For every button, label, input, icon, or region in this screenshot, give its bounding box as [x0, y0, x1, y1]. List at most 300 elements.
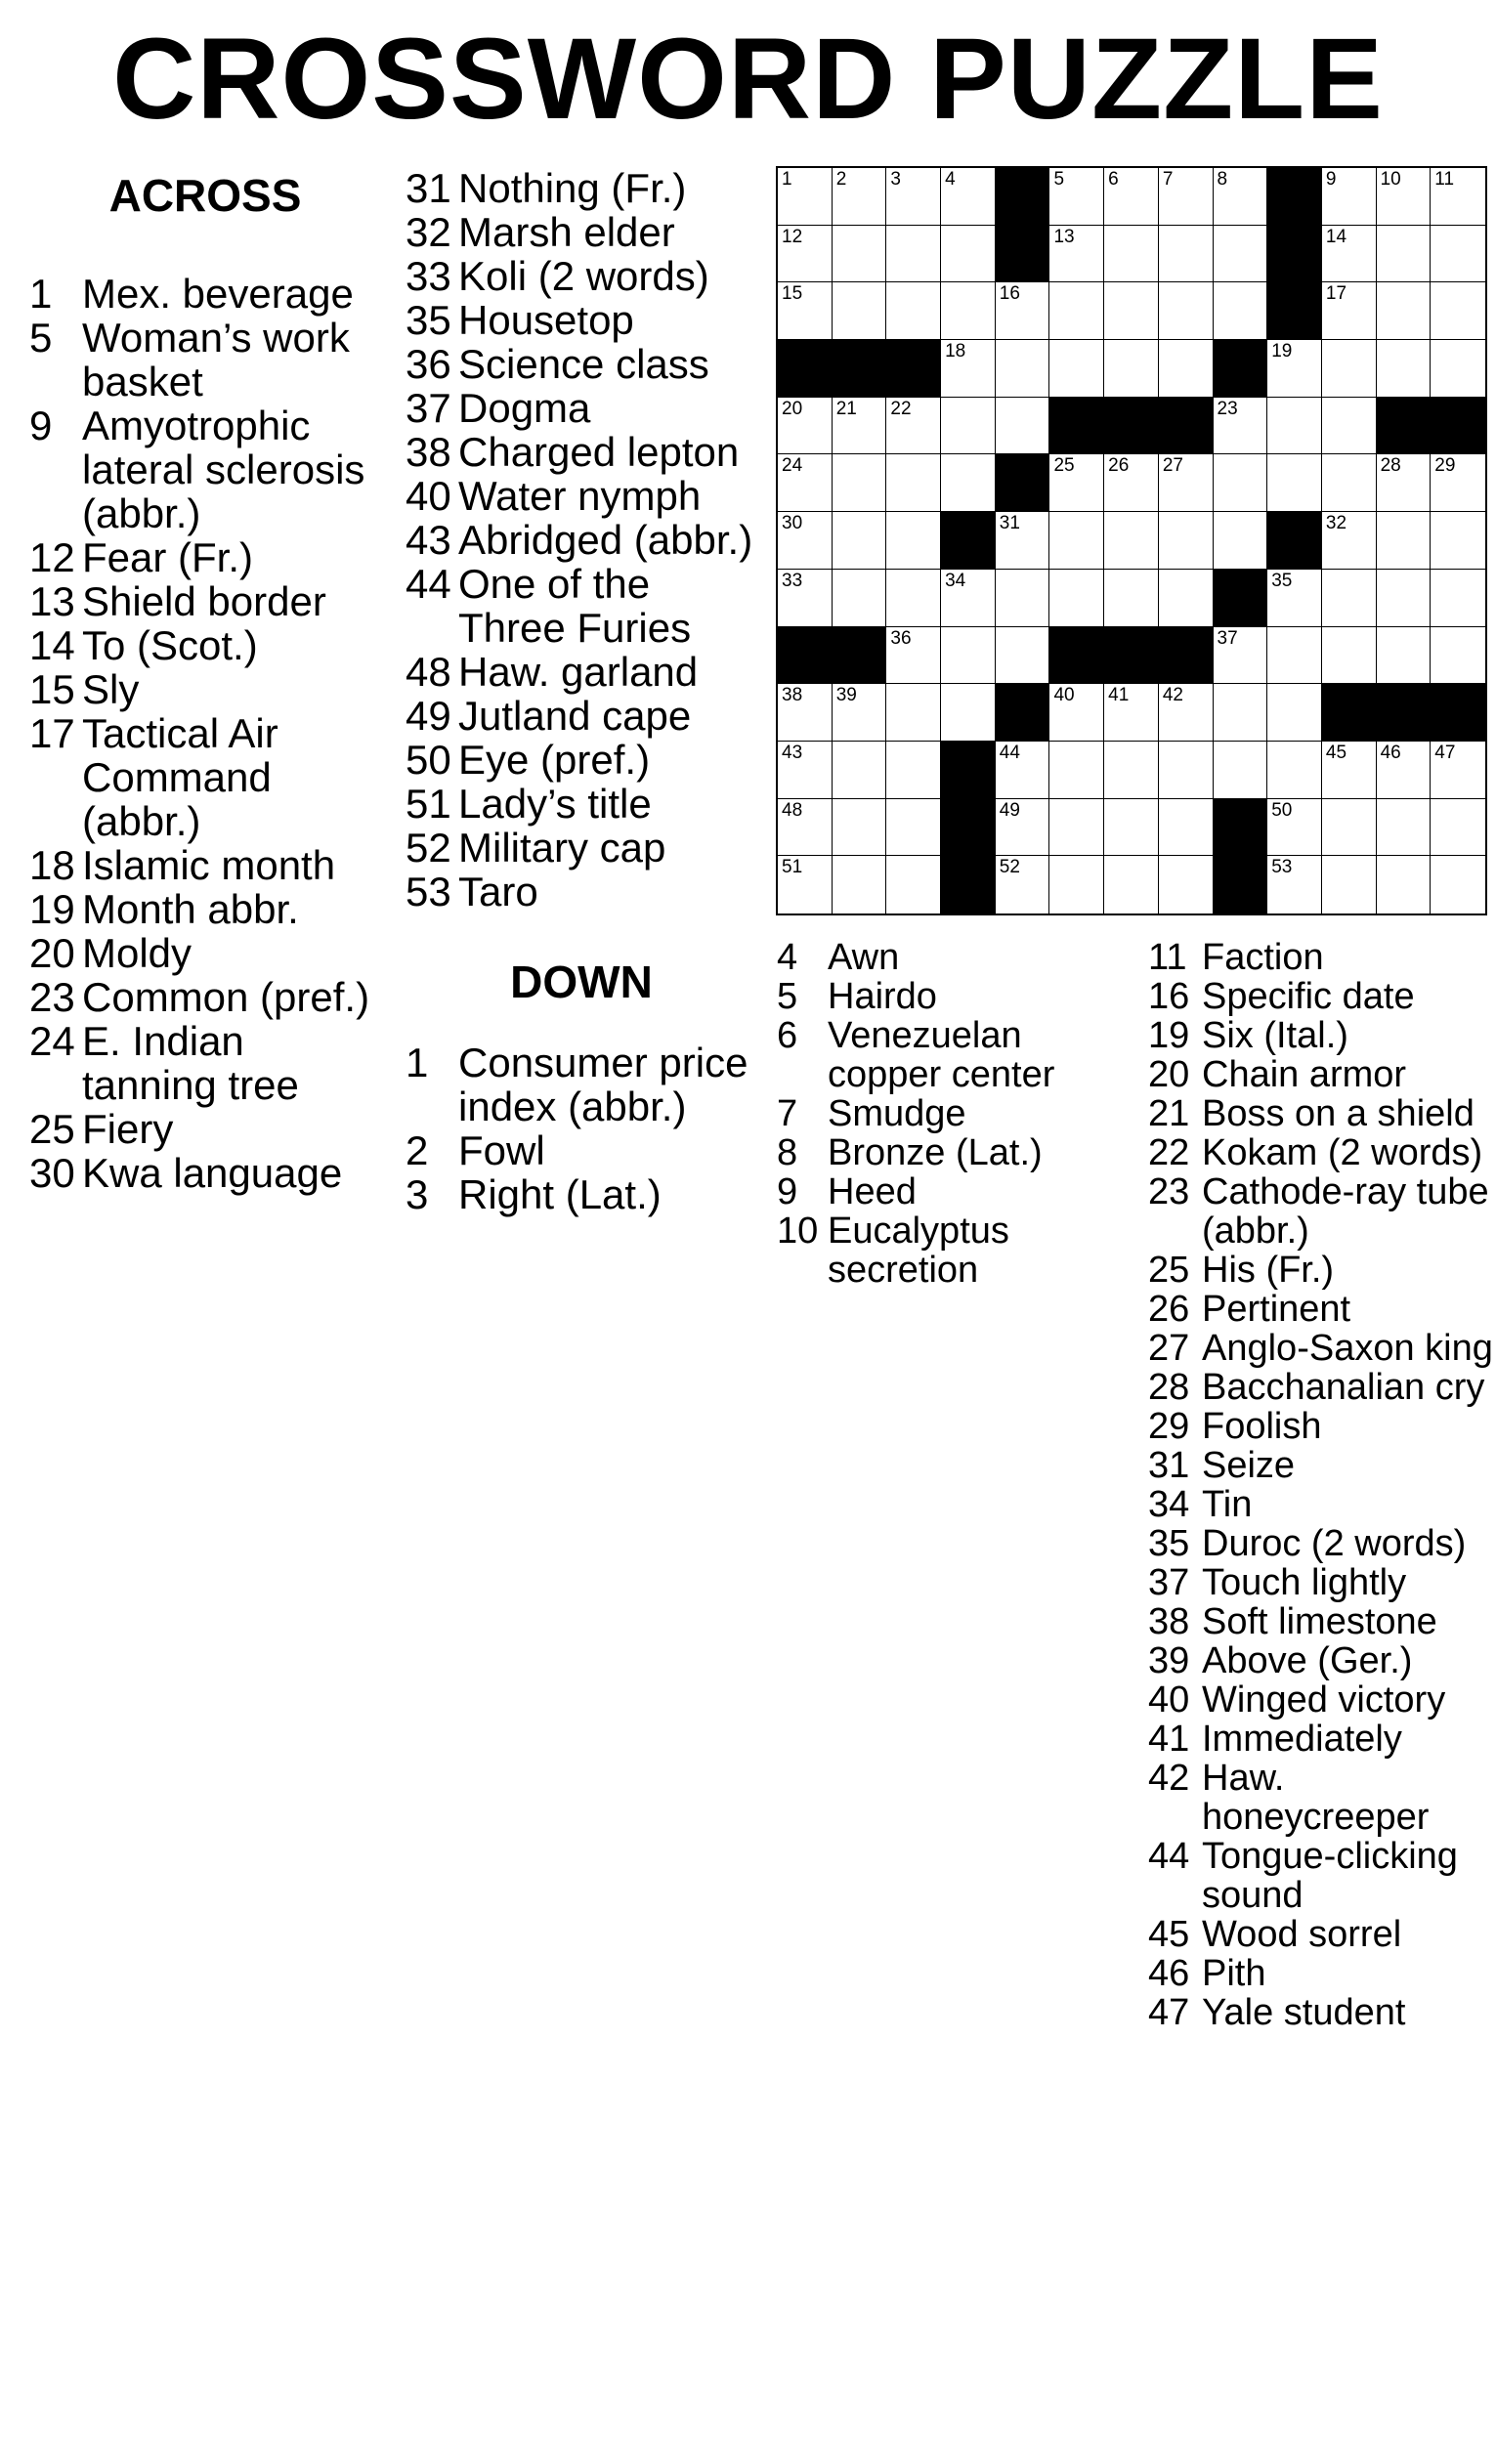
grid-cell[interactable] — [1322, 856, 1377, 913]
grid-block — [941, 799, 996, 857]
down-clues-column-4 — [1148, 938, 1496, 2032]
clue-text: Tongue-clicking sound — [1202, 1836, 1458, 1916]
grid-cell[interactable] — [1049, 570, 1104, 627]
cell-number: 52 — [999, 857, 1020, 878]
clue-text: Islamic month — [82, 842, 336, 888]
clue-item — [29, 404, 381, 535]
clue-number: 8 — [777, 1132, 798, 1173]
grid-cell[interactable] — [1159, 454, 1214, 512]
grid-cell[interactable] — [941, 627, 996, 685]
grid-cell[interactable] — [1431, 226, 1485, 283]
down-clue-list — [777, 938, 1138, 1290]
clue-item — [406, 650, 757, 694]
grid-cell[interactable] — [1267, 742, 1322, 799]
grid-cell[interactable] — [1322, 512, 1377, 570]
grid-cell[interactable] — [886, 799, 941, 857]
clue-item — [29, 535, 381, 579]
clue-text: Heed — [828, 1171, 917, 1212]
cell-number: 22 — [890, 398, 912, 419]
grid-cell[interactable] — [1377, 226, 1432, 283]
grid-cell[interactable] — [886, 570, 941, 627]
grid-cell[interactable] — [1267, 684, 1322, 742]
clue-number: 33 — [406, 253, 451, 299]
grid-cell[interactable] — [1104, 454, 1159, 512]
grid-block — [941, 512, 996, 570]
clue-item — [406, 474, 757, 518]
grid-cell[interactable] — [833, 454, 887, 512]
grid-block — [1267, 226, 1322, 283]
clue-text: Kokam (2 words) — [1202, 1132, 1483, 1173]
clue-number: 51 — [406, 781, 451, 827]
clue-item — [29, 975, 381, 1019]
grid-cell[interactable] — [778, 856, 833, 913]
clue-item — [406, 1128, 757, 1172]
clue-text: Woman’s work basket — [82, 315, 350, 404]
clue-number: 41 — [1148, 1719, 1190, 1760]
grid-block — [1322, 684, 1377, 742]
grid-cell[interactable] — [1322, 627, 1377, 685]
clue-text: Koli (2 words) — [458, 253, 709, 299]
grid-cell[interactable] — [886, 226, 941, 283]
grid-cell[interactable] — [1267, 856, 1322, 913]
grid-cell[interactable] — [1377, 340, 1432, 398]
grid-block — [1214, 856, 1268, 913]
clue-text: Right (Lat.) — [458, 1171, 662, 1217]
grid-cell[interactable] — [1377, 570, 1432, 627]
cell-number: 15 — [782, 283, 803, 305]
clue-number: 10 — [777, 1211, 819, 1252]
grid-cell[interactable] — [941, 398, 996, 455]
clue-text: Mex. beverage — [82, 271, 354, 317]
grid-cell[interactable] — [1159, 570, 1214, 627]
cell-number: 9 — [1325, 169, 1337, 190]
clue-number: 32 — [406, 209, 451, 255]
grid-cell[interactable] — [1431, 454, 1485, 512]
clue-item — [1148, 1915, 1496, 1954]
grid-cell[interactable] — [1104, 570, 1159, 627]
grid-cell[interactable] — [1104, 340, 1159, 398]
grid-cell[interactable] — [1159, 512, 1214, 570]
clue-number: 3 — [406, 1171, 429, 1217]
grid-cell[interactable] — [996, 799, 1050, 857]
grid-cell[interactable] — [1159, 742, 1214, 799]
clue-text: Fear (Fr.) — [82, 534, 253, 580]
clue-number: 23 — [1148, 1171, 1190, 1212]
grid-cell[interactable] — [1159, 226, 1214, 283]
clue-number: 48 — [406, 649, 451, 695]
clue-number: 31 — [406, 165, 451, 211]
clue-text: Touch lightly — [1202, 1562, 1407, 1603]
down-clues-column-3 — [777, 938, 1138, 1290]
grid-cell[interactable] — [996, 340, 1050, 398]
clue-item — [1148, 1055, 1496, 1094]
grid-cell[interactable] — [778, 454, 833, 512]
grid-block — [833, 627, 887, 685]
grid-cell[interactable] — [1431, 627, 1485, 685]
clue-text: Boss on a shield — [1202, 1093, 1475, 1134]
cell-number: 30 — [782, 513, 803, 534]
grid-cell[interactable] — [778, 742, 833, 799]
clue-text: Eye (pref.) — [458, 737, 651, 783]
grid-cell[interactable] — [941, 282, 996, 340]
grid-block — [1049, 398, 1104, 455]
clue-item — [1148, 1680, 1496, 1720]
clue-number: 47 — [1148, 1992, 1190, 2033]
clue-number: 6 — [777, 1015, 798, 1056]
cell-number: 33 — [782, 570, 803, 591]
grid-block — [1214, 570, 1268, 627]
grid-cell[interactable] — [1377, 454, 1432, 512]
grid-cell[interactable] — [1377, 512, 1432, 570]
puzzle-title: CROSSWORD PUZZLE — [112, 15, 1384, 144]
grid-block — [1267, 512, 1322, 570]
clue-item — [1148, 1759, 1496, 1837]
clue-item — [1148, 1563, 1496, 1602]
grid-cell[interactable] — [1322, 799, 1377, 857]
grid-cell[interactable] — [833, 856, 887, 913]
grid-cell[interactable] — [1322, 168, 1377, 226]
grid-cell[interactable] — [1214, 168, 1268, 226]
clue-item — [29, 1019, 381, 1107]
grid-cell[interactable] — [833, 512, 887, 570]
clue-number: 38 — [1148, 1601, 1190, 1642]
grid-cell[interactable] — [886, 742, 941, 799]
clue-number: 24 — [29, 1018, 75, 1064]
grid-cell[interactable] — [1431, 168, 1485, 226]
clue-number: 52 — [406, 825, 451, 871]
clue-item — [29, 887, 381, 931]
cell-number: 4 — [945, 169, 956, 190]
clue-text: Venezuelan copper center — [828, 1015, 1055, 1095]
grid-cell[interactable] — [833, 398, 887, 455]
grid-cell[interactable] — [778, 398, 833, 455]
clue-number: 36 — [406, 341, 451, 387]
grid-cell[interactable] — [1104, 512, 1159, 570]
clue-item — [29, 667, 381, 711]
grid-cell[interactable] — [1049, 856, 1104, 913]
grid-cell[interactable] — [1267, 570, 1322, 627]
grid-cell[interactable] — [1104, 799, 1159, 857]
clue-item — [29, 623, 381, 667]
grid-block — [996, 454, 1050, 512]
clue-number: 45 — [1148, 1914, 1190, 1955]
grid-cell[interactable] — [833, 684, 887, 742]
clue-item — [406, 210, 757, 254]
clue-item — [406, 298, 757, 342]
grid-cell[interactable] — [1267, 340, 1322, 398]
clue-item — [1148, 1993, 1496, 2032]
grid-block — [1104, 398, 1159, 455]
grid-cell[interactable] — [1159, 282, 1214, 340]
cell-number: 32 — [1325, 513, 1347, 534]
clue-number: 49 — [406, 693, 451, 739]
clue-item — [406, 166, 757, 210]
grid-cell[interactable] — [996, 742, 1050, 799]
grid-cell[interactable] — [996, 282, 1050, 340]
grid-cell[interactable] — [1159, 799, 1214, 857]
clue-item — [1148, 1602, 1496, 1641]
grid-cell[interactable] — [1322, 340, 1377, 398]
clue-number: 23 — [29, 974, 75, 1020]
grid-cell[interactable] — [1214, 627, 1268, 685]
grid-cell[interactable] — [1049, 684, 1104, 742]
grid-cell[interactable] — [996, 856, 1050, 913]
grid-cell[interactable] — [833, 570, 887, 627]
grid-cell[interactable] — [1377, 799, 1432, 857]
clue-text: To (Scot.) — [82, 622, 258, 668]
grid-cell[interactable] — [778, 684, 833, 742]
grid-cell[interactable] — [833, 282, 887, 340]
grid-cell[interactable] — [833, 742, 887, 799]
grid-cell[interactable] — [1431, 340, 1485, 398]
grid-block — [1267, 168, 1322, 226]
grid-cell[interactable] — [1267, 398, 1322, 455]
clue-item — [29, 316, 381, 404]
grid-cell[interactable] — [941, 168, 996, 226]
clue-item — [1148, 1524, 1496, 1563]
grid-cell[interactable] — [886, 512, 941, 570]
cell-number: 51 — [782, 857, 803, 878]
clue-text: Hairdo — [828, 976, 937, 1017]
grid-cell[interactable] — [941, 340, 996, 398]
grid-cell[interactable] — [941, 226, 996, 283]
grid-cell[interactable] — [941, 570, 996, 627]
grid-cell[interactable] — [1159, 684, 1214, 742]
clue-item — [406, 694, 757, 738]
grid-cell[interactable] — [1431, 742, 1485, 799]
grid-cell[interactable] — [886, 856, 941, 913]
grid-cell[interactable] — [941, 454, 996, 512]
clue-number: 5 — [29, 315, 53, 361]
grid-cell[interactable] — [1049, 168, 1104, 226]
clue-text: Smudge — [828, 1093, 966, 1134]
across-clue-list — [29, 272, 381, 1195]
clue-text: Jutland cape — [458, 693, 692, 739]
clue-item — [1148, 1016, 1496, 1055]
grid-cell[interactable] — [886, 398, 941, 455]
grid-cell[interactable] — [1104, 742, 1159, 799]
grid-cell[interactable] — [1214, 398, 1268, 455]
clue-item — [1148, 1641, 1496, 1680]
clue-item — [29, 711, 381, 843]
grid-cell[interactable] — [1431, 512, 1485, 570]
grid-cell[interactable] — [1322, 398, 1377, 455]
grid-block — [1214, 340, 1268, 398]
clue-text: Consumer price index (abbr.) — [458, 1040, 748, 1129]
grid-cell[interactable] — [1267, 799, 1322, 857]
cell-number: 40 — [1053, 685, 1075, 706]
clue-text: Month abbr. — [82, 886, 299, 932]
clue-item — [406, 738, 757, 782]
clue-number: 12 — [29, 534, 75, 580]
grid-cell[interactable] — [1049, 340, 1104, 398]
grid-block — [778, 340, 833, 398]
grid-cell[interactable] — [886, 454, 941, 512]
cell-number: 48 — [782, 799, 803, 821]
grid-cell[interactable] — [1377, 742, 1432, 799]
grid-cell[interactable] — [941, 684, 996, 742]
clue-text: Military cap — [458, 825, 666, 871]
grid-block — [778, 627, 833, 685]
grid-cell[interactable] — [778, 226, 833, 283]
clue-number: 46 — [1148, 1953, 1190, 1994]
cell-number: 42 — [1162, 685, 1183, 706]
clue-text: Haw. honeycreeper — [1202, 1758, 1430, 1838]
grid-cell[interactable] — [1377, 856, 1432, 913]
clue-text: Faction — [1202, 937, 1324, 978]
grid-cell[interactable] — [1214, 282, 1268, 340]
clue-item — [1148, 1094, 1496, 1133]
grid-cell[interactable] — [1214, 512, 1268, 570]
grid-block — [941, 856, 996, 913]
clue-number: 38 — [406, 429, 451, 475]
grid-block — [996, 684, 1050, 742]
grid-cell[interactable] — [1214, 742, 1268, 799]
clue-text: Chain armor — [1202, 1054, 1407, 1095]
grid-cell[interactable] — [778, 799, 833, 857]
grid-cell[interactable] — [833, 168, 887, 226]
clue-item — [777, 938, 1138, 977]
cell-number: 10 — [1380, 169, 1401, 190]
cell-number: 3 — [890, 169, 901, 190]
clue-item — [1148, 1485, 1496, 1524]
grid-cell[interactable] — [1431, 799, 1485, 857]
grid-block — [833, 340, 887, 398]
grid-cell[interactable] — [1322, 742, 1377, 799]
grid-cell[interactable] — [1322, 570, 1377, 627]
grid-cell[interactable] — [1049, 742, 1104, 799]
grid-cell[interactable] — [996, 627, 1050, 685]
grid-cell[interactable] — [1377, 627, 1432, 685]
clue-item — [406, 1172, 757, 1216]
clue-text: Marsh elder — [458, 209, 675, 255]
grid-cell[interactable] — [1049, 282, 1104, 340]
grid-cell[interactable] — [1322, 226, 1377, 283]
clue-item — [406, 430, 757, 474]
clue-text: Cathode-ray tube (abbr.) — [1202, 1171, 1489, 1252]
grid-cell[interactable] — [886, 282, 941, 340]
cell-number: 49 — [999, 799, 1020, 821]
grid-cell[interactable] — [1214, 226, 1268, 283]
grid-cell[interactable] — [1431, 570, 1485, 627]
cell-number: 12 — [782, 226, 803, 247]
cell-number: 45 — [1325, 742, 1347, 763]
down-heading: DOWN — [510, 956, 653, 1007]
clue-text: His (Fr.) — [1202, 1250, 1335, 1291]
grid-cell[interactable] — [1159, 340, 1214, 398]
clue-number: 44 — [406, 561, 451, 607]
grid-cell[interactable] — [778, 168, 833, 226]
cell-number: 29 — [1434, 455, 1456, 477]
clue-number: 17 — [29, 710, 75, 756]
grid-cell[interactable] — [886, 684, 941, 742]
clue-number: 40 — [1148, 1679, 1190, 1721]
clue-number: 4 — [777, 937, 798, 978]
clue-number: 31 — [1148, 1445, 1190, 1486]
clue-number: 22 — [1148, 1132, 1190, 1173]
grid-cell[interactable] — [1377, 282, 1432, 340]
clue-text: Haw. garland — [458, 649, 699, 695]
cell-number: 24 — [782, 455, 803, 477]
clue-text: E. Indian tanning tree — [82, 1018, 299, 1108]
clue-item — [1148, 1407, 1496, 1446]
clue-number: 25 — [1148, 1250, 1190, 1291]
grid-cell[interactable] — [996, 570, 1050, 627]
clue-text: Wood sorrel — [1202, 1914, 1402, 1955]
across-clue-list — [406, 166, 757, 913]
grid-cell[interactable] — [886, 168, 941, 226]
grid-cell[interactable] — [1049, 799, 1104, 857]
clue-text: Duroc (2 words) — [1202, 1523, 1467, 1564]
clue-item — [777, 1094, 1138, 1133]
grid-cell[interactable] — [886, 627, 941, 685]
grid-cell[interactable] — [1267, 627, 1322, 685]
clue-text: Yale student — [1202, 1992, 1406, 2033]
grid-cell[interactable] — [996, 398, 1050, 455]
clue-text: Awn — [828, 937, 900, 978]
grid-cell[interactable] — [1267, 454, 1322, 512]
clue-item — [406, 782, 757, 826]
grid-cell[interactable] — [1049, 226, 1104, 283]
grid-cell[interactable] — [1104, 282, 1159, 340]
clue-text: Foolish — [1202, 1406, 1322, 1447]
clue-item — [29, 931, 381, 975]
clue-text: Moldy — [82, 930, 192, 976]
cell-number: 37 — [1217, 627, 1238, 649]
grid-cell[interactable] — [833, 226, 887, 283]
grid-cell[interactable] — [1104, 856, 1159, 913]
grid-cell[interactable] — [1159, 168, 1214, 226]
clue-number: 37 — [1148, 1562, 1190, 1603]
clue-number: 53 — [406, 869, 451, 914]
grid-cell[interactable] — [1104, 226, 1159, 283]
clue-text: Eucalyptus secretion — [828, 1211, 1009, 1291]
grid-cell[interactable] — [1049, 454, 1104, 512]
grid-cell[interactable] — [996, 512, 1050, 570]
grid-cell[interactable] — [778, 512, 833, 570]
grid-cell[interactable] — [778, 570, 833, 627]
clue-text: Amyotrophic lateral sclerosis (abbr.) — [82, 403, 365, 536]
clue-text: Pertinent — [1202, 1289, 1351, 1330]
clue-item — [406, 1041, 757, 1128]
clue-item — [406, 342, 757, 386]
clue-number: 11 — [1148, 937, 1187, 978]
grid-cell[interactable] — [1104, 168, 1159, 226]
clue-number: 21 — [1148, 1093, 1190, 1134]
grid-block — [941, 742, 996, 799]
cell-number: 36 — [890, 627, 912, 649]
grid-cell[interactable] — [1049, 512, 1104, 570]
grid-cell[interactable] — [833, 799, 887, 857]
clue-text: Seize — [1202, 1445, 1296, 1486]
cell-number: 13 — [1053, 226, 1075, 247]
clue-number: 5 — [777, 976, 798, 1017]
grid-cell[interactable] — [1104, 684, 1159, 742]
grid-cell[interactable] — [1159, 856, 1214, 913]
clue-number: 35 — [406, 297, 451, 343]
grid-cell[interactable] — [1377, 168, 1432, 226]
grid-cell[interactable] — [1431, 856, 1485, 913]
clue-item — [1148, 1720, 1496, 1759]
grid-cell[interactable] — [778, 282, 833, 340]
clue-number: 29 — [1148, 1406, 1190, 1447]
grid-cell[interactable] — [1322, 282, 1377, 340]
grid-cell[interactable] — [1322, 454, 1377, 512]
grid-cell[interactable] — [1214, 684, 1268, 742]
grid-cell[interactable] — [1214, 454, 1268, 512]
grid-cell[interactable] — [1431, 282, 1485, 340]
clue-number: 44 — [1148, 1836, 1190, 1877]
